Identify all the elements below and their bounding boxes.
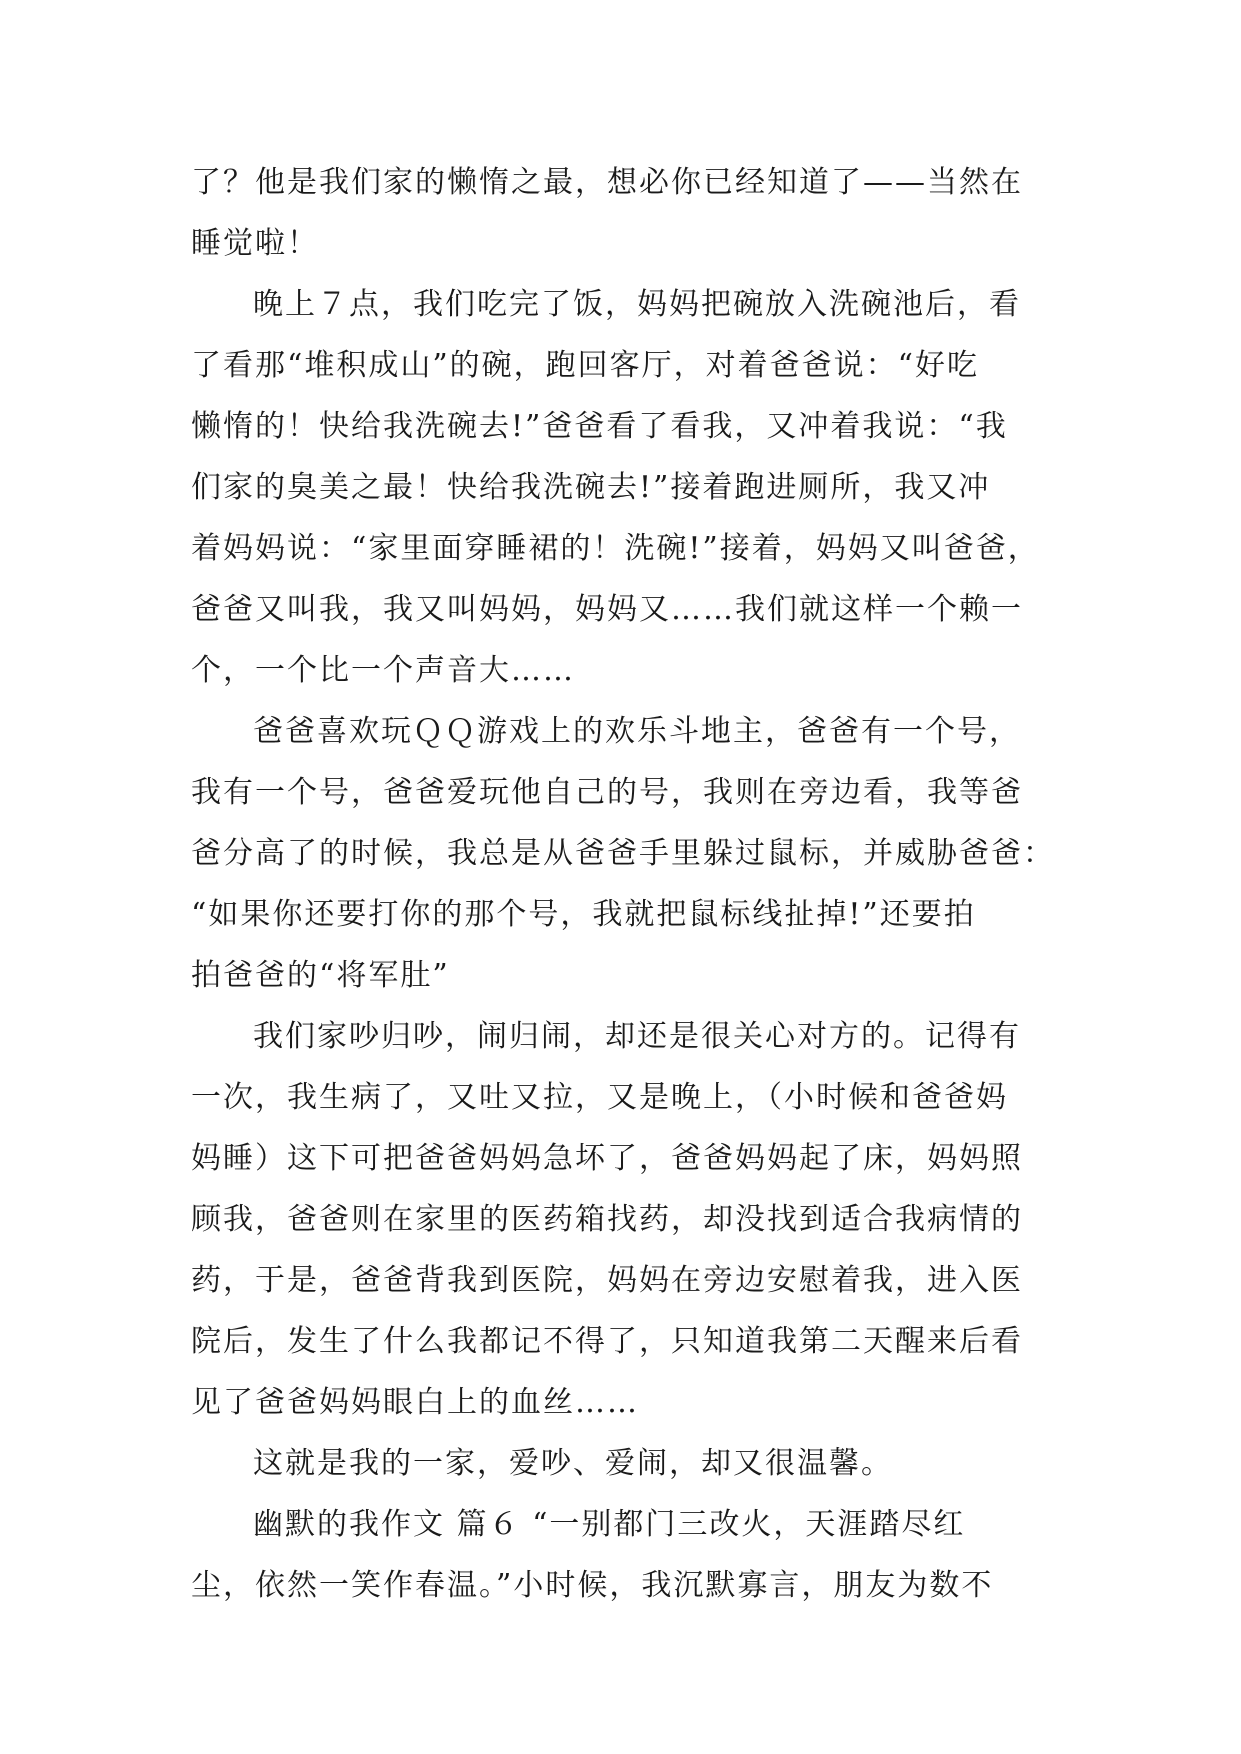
text-line: 我们家吵归吵，闹归闹，却还是很关心对方的。记得有 — [253, 1019, 1021, 1054]
text-line: 晚上７点，我们吃完了饭，妈妈把碗放入洗碗池后，看 — [253, 287, 1021, 322]
text-line: 个，一个比一个声音大…… — [191, 653, 575, 688]
text-line: 一次，我生病了，又吐又拉，又是晚上，（小时候和爸爸妈 — [191, 1080, 1008, 1115]
text-line: 顾我，爸爸则在家里的医药箱找药，却没找到适合我病情的 — [191, 1202, 1023, 1237]
text-line: 爸爸又叫我，我又叫妈妈，妈妈又……我们就这样一个赖一 — [191, 592, 1023, 627]
text-line: 了看那“堆积成山”的碗，跑回客厅，对着爸爸说：“好吃 — [191, 348, 980, 383]
text-line: 尘，依然一笑作春温。”小时候，我沉默寡言，朋友为数不 — [191, 1568, 994, 1603]
text-line: 药，于是，爸爸背我到医院，妈妈在旁边安慰着我，进入医 — [191, 1263, 1023, 1298]
text-line: 拍爸爸的“将军肚” — [191, 958, 450, 993]
text-line: 见了爸爸妈妈眼白上的血丝…… — [191, 1385, 639, 1420]
text-line: “如果你还要打你的那个号，我就把鼠标线扯掉!”还要拍 — [191, 897, 976, 932]
text-line: 懒惰的！快给我洗碗去!”爸爸看了看我，又冲着我说：“我 — [191, 409, 1008, 444]
text-line: 院后，发生了什么我都记不得了，只知道我第二天醒来后看 — [191, 1324, 1023, 1359]
text-line: 睡觉啦！ — [191, 226, 319, 261]
text-line: 们家的臭美之最！快给我洗碗去!”接着跑进厕所，我又冲 — [191, 470, 991, 505]
text-line: 爸爸喜欢玩ＱＱ游戏上的欢乐斗地主，爸爸有一个号， — [253, 714, 1021, 749]
text-line: 着妈妈说：“家里面穿睡裙的！洗碗!”接着，妈妈又叫爸爸， — [191, 531, 1040, 566]
text-line: 了？他是我们家的懒惰之最，想必你已经知道了——当然在 — [191, 165, 1023, 200]
text-line: 妈睡）这下可把爸爸妈妈急坏了，爸爸妈妈起了床，妈妈照 — [191, 1141, 1023, 1176]
text-line: 我有一个号，爸爸爱玩他自己的号，我则在旁边看，我等爸 — [191, 775, 1023, 810]
document-body — [191, 152, 1061, 1616]
text-line: 爸分高了的时候，我总是从爸爸手里躲过鼠标，并威胁爸爸： — [191, 836, 1055, 871]
text-line: 这就是我的一家，爱吵、爱闹，却又很温馨。 — [253, 1446, 893, 1481]
text-line: 幽默的我作文 篇６ “一别都门三改火，天涯踏尽红 — [253, 1507, 966, 1542]
